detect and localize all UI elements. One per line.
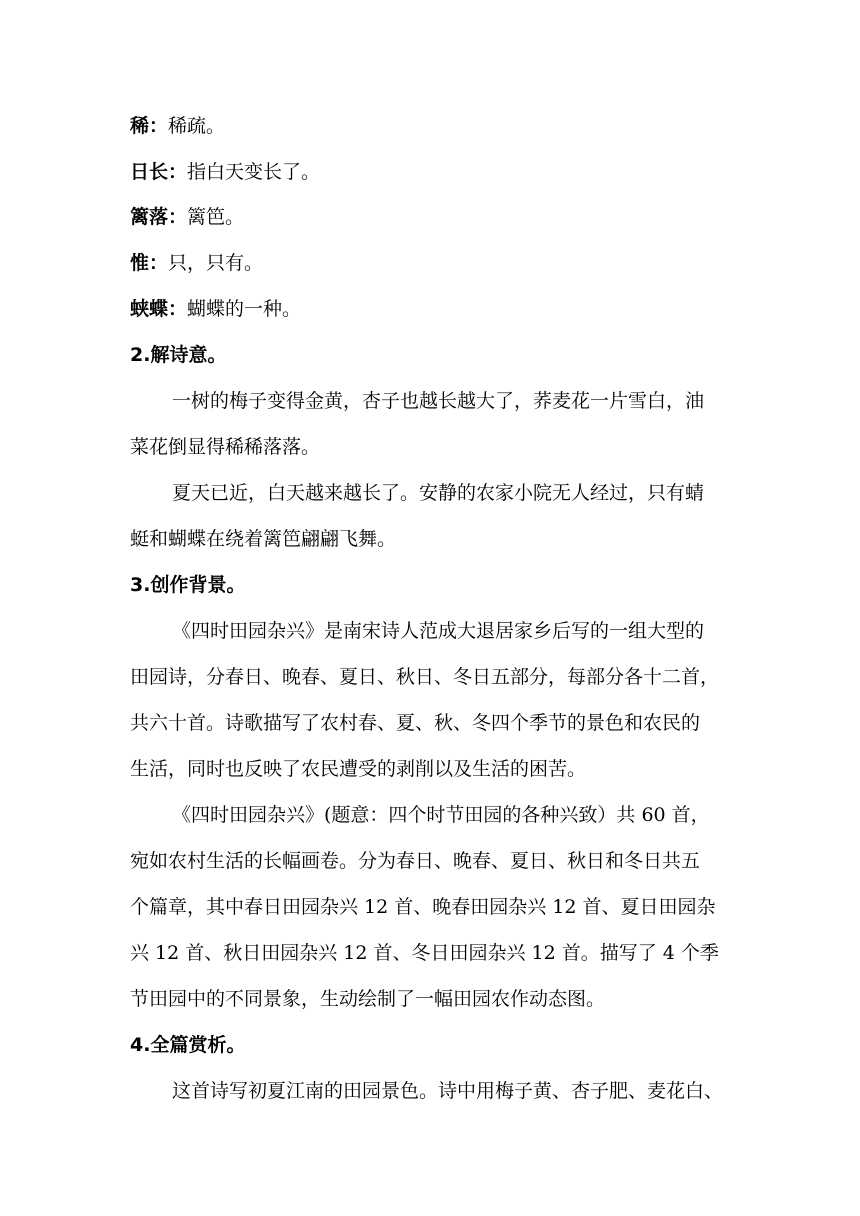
glossary-definition: 蝴蝶的一种。 xyxy=(187,298,302,320)
glossary-definition: 稀疏。 xyxy=(168,115,226,137)
paragraph-line: 《四时田园杂兴》是南宋诗人范成大退居家乡后写的一组大型的 xyxy=(172,620,705,642)
glossary-term: 篱落： xyxy=(130,206,188,228)
section-heading: 4.全篇赏析。 xyxy=(130,1034,246,1056)
paragraph-line: 《四时田园杂兴》(题意：四个时节田园的各种兴致）共 60 首， xyxy=(172,804,710,826)
section-heading: 2.解诗意。 xyxy=(130,344,227,366)
glossary-entry xyxy=(130,203,244,231)
paragraph-line: 个篇章，其中春日田园杂兴 12 首、晚春田园杂兴 12 首、夏日田园杂 xyxy=(130,896,716,918)
paragraph-line: 宛如农村生活的长幅画卷。分为春日、晚春、夏日、秋日和冬日共五 xyxy=(130,850,701,872)
glossary-definition: 只，只有。 xyxy=(168,252,264,274)
section-heading: 3.创作背景。 xyxy=(130,574,246,596)
paragraph-line: 这首诗写初夏江南的田园景色。诗中用梅子黄、杏子肥、麦花白、 xyxy=(172,1080,724,1102)
paragraph-line: 兴 12 首、秋日田园杂兴 12 首、冬日田园杂兴 12 首。描写了 4 个季 xyxy=(130,942,719,964)
paragraph-line: 一树的梅子变得金黄，杏子也越长越大了，荞麦花一片雪白，油 xyxy=(172,390,705,412)
glossary-term: 日长： xyxy=(130,161,188,183)
glossary-definition: 指白天变长了。 xyxy=(187,161,321,183)
paragraph-line: 共六十首。诗歌描写了农村春、夏、秋、冬四个季节的景色和农民的 xyxy=(130,712,701,734)
glossary-term: 惟： xyxy=(130,252,169,274)
glossary-entry xyxy=(130,158,320,186)
glossary-entry xyxy=(130,295,301,323)
paragraph-line: 蜓和蝴蝶在绕着篱笆翩翩飞舞。 xyxy=(130,528,397,550)
glossary-entry xyxy=(130,112,225,140)
paragraph-line: 夏天已近，白天越来越长了。安静的农家小院无人经过，只有蜻 xyxy=(172,482,705,504)
glossary-term: 蛱蝶： xyxy=(130,298,188,320)
paragraph-line: 生活，同时也反映了农民遭受的剥削以及生活的困苦。 xyxy=(130,758,587,780)
paragraph-line: 菜花倒显得稀稀落落。 xyxy=(130,436,321,458)
glossary-term: 稀： xyxy=(130,115,169,137)
glossary-definition: 篱笆。 xyxy=(187,206,245,228)
paragraph-line: 田园诗，分春日、晚春、夏日、秋日、冬日五部分，每部分各十二首， xyxy=(130,666,720,688)
glossary-entry xyxy=(130,249,263,277)
paragraph-line: 节田园中的不同景象，生动绘制了一幅田园农作动态图。 xyxy=(130,988,606,1010)
